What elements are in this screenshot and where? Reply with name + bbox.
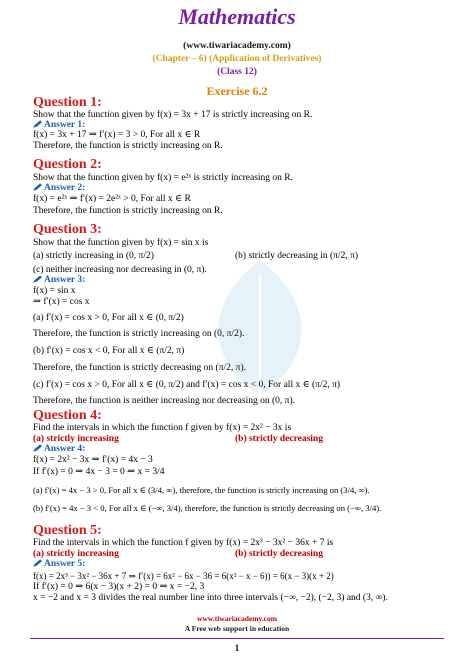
pencil-icon <box>33 120 42 128</box>
question-3-option-a: (a) strictly increasing in (0, π/2) <box>33 251 154 261</box>
question-4-option-a: (a) strictly increasing <box>33 434 119 444</box>
answer-2-label: Answer 2: <box>33 183 85 193</box>
question-5-option-a: (a) strictly increasing <box>33 549 119 559</box>
answer-3-line-3: (a) f′(x) = cos x > 0, For all x ∈ (0, π/2) <box>33 313 184 323</box>
question-4-heading: Question 4: <box>33 408 102 423</box>
answer-3-line-8: Therefore, the function is neither increasing nor decreasing on (0, π). <box>33 396 295 406</box>
page-title: Mathematics <box>178 4 296 29</box>
question-3-option-c: (c) neither increasing nor decreasing in (0, π). <box>33 265 207 275</box>
question-3-text: Show that the function given by f(x) = sin x is <box>33 238 209 248</box>
question-4-text: Find the intervals in which the function f given by f(x) = 2x² − 3x is <box>33 423 292 433</box>
question-1-heading: Question 1: <box>33 95 102 110</box>
answer-4-line-4: (b) f′(x) = 4x − 3 < 0, For all x ∈ (−∞, 3/4), therefore, the function is strictly decreasing on (−∞, 3/4). <box>33 503 382 513</box>
answer-4-line-2: If f′(x) = 0 ⇒ 4x − 3 = 0 ⇒ x = 3/4 <box>33 467 165 477</box>
answer-5-line-2: If f′(x) = 0 ⇒ 6(x − 3)(x + 2) = 0 ⇒ x = −2, 3 <box>33 582 205 592</box>
question-2-text: Show that the function given by f(x) = e²ˣ is strictly increasing on R. <box>33 173 294 183</box>
pencil-icon <box>33 559 42 567</box>
site-url: (www.tiwariacademy.com) <box>183 41 291 51</box>
question-5-option-b: (b) strictly decreasing <box>235 549 323 559</box>
footer-tagline: A Free web support in education <box>184 624 290 633</box>
answer-3-line-2: ⇒ f′(x) = cos x <box>33 297 90 307</box>
pencil-icon <box>33 275 42 283</box>
answer-3-line-4: Therefore, the function is strictly increasing on (0, π/2). <box>33 329 245 339</box>
question-5-text: Find the intervals in which the function f given by f(x) = 2x³ − 3x² − 36x + 7 is <box>33 538 334 548</box>
footer-divider <box>30 638 444 639</box>
answer-4-label: Answer 4: <box>33 444 85 454</box>
class-label: (Class 12) <box>217 67 257 77</box>
question-2-heading: Question 2: <box>33 157 102 172</box>
answer-4-line-3: (a) f′(x) = 4x − 3 > 0, For all x ∈ (3/4, ∞), therefore, the function is strictly increasing on (3/4, ∞). <box>33 485 370 495</box>
pencil-icon <box>33 183 42 191</box>
answer-3-line-1: f(x) = sin x <box>33 286 76 296</box>
question-5-heading: Question 5: <box>33 523 102 538</box>
exercise-heading: Exercise 6.2 <box>206 84 268 98</box>
chapter-label: (Chapter – 6) (Application of Derivatives) <box>152 54 322 64</box>
answer-2-line-1: f(x) = e²ˣ ⇒ f′(x) = 2e²ˣ > 0, For all x ∈ R <box>33 194 191 204</box>
answer-1-line-2: Therefore, the function is strictly increasing on R. <box>33 141 223 151</box>
answer-3-line-5: (b) f′(x) = cos x < 0, For all x ∈ (π/2, π) <box>33 346 185 356</box>
question-3-option-b: (b) strictly decreasing in (π/2, π) <box>235 251 359 261</box>
answer-2-line-2: Therefore, the function is strictly increasing on R. <box>33 206 223 216</box>
footer-site: www.tiwariacademy.com <box>197 614 277 623</box>
answer-5-line-3: x = −2 and x = 3 divides the real number line into three intervals (−∞, −2), (−2, 3) and (3, ∞). <box>33 593 388 603</box>
answer-5-line-1: f(x) = 2x³ − 3x² − 36x + 7 ⇒ f′(x) = 6x² − 6x − 36 = 6(x² − x − 6)) = 6(x − 3)(x + 2) <box>33 571 334 581</box>
answer-1-label: Answer 1: <box>33 120 85 130</box>
answer-5-label: Answer 5: <box>33 559 85 569</box>
question-1-text: Show that the function given by f(x) = 3x + 17 is strictly increasing on R. <box>33 110 313 120</box>
page-number: 1 <box>234 643 240 653</box>
answer-1-line-1: f(x) = 3x + 17 ⇒ f′(x) = 3 > 0, For all x ∈ R <box>33 130 201 140</box>
answer-3-label: Answer 3: <box>33 275 85 285</box>
answer-3-line-7: (c) f′(x) = cos x > 0, For all x ∈ (0, π/2) and f′(x) = cos x < 0, For all x ∈ (π/2, π) <box>33 380 341 390</box>
question-3-heading: Question 3: <box>33 222 102 237</box>
question-4-option-b: (b) strictly decreasing <box>235 434 323 444</box>
answer-4-line-1: f(x) = 2x² − 3x ⇒ f′(x) = 4x − 3 <box>33 455 153 465</box>
pencil-icon <box>33 444 42 452</box>
answer-3-line-6: Therefore, the function is strictly decreasing on (π/2, π). <box>33 363 246 373</box>
